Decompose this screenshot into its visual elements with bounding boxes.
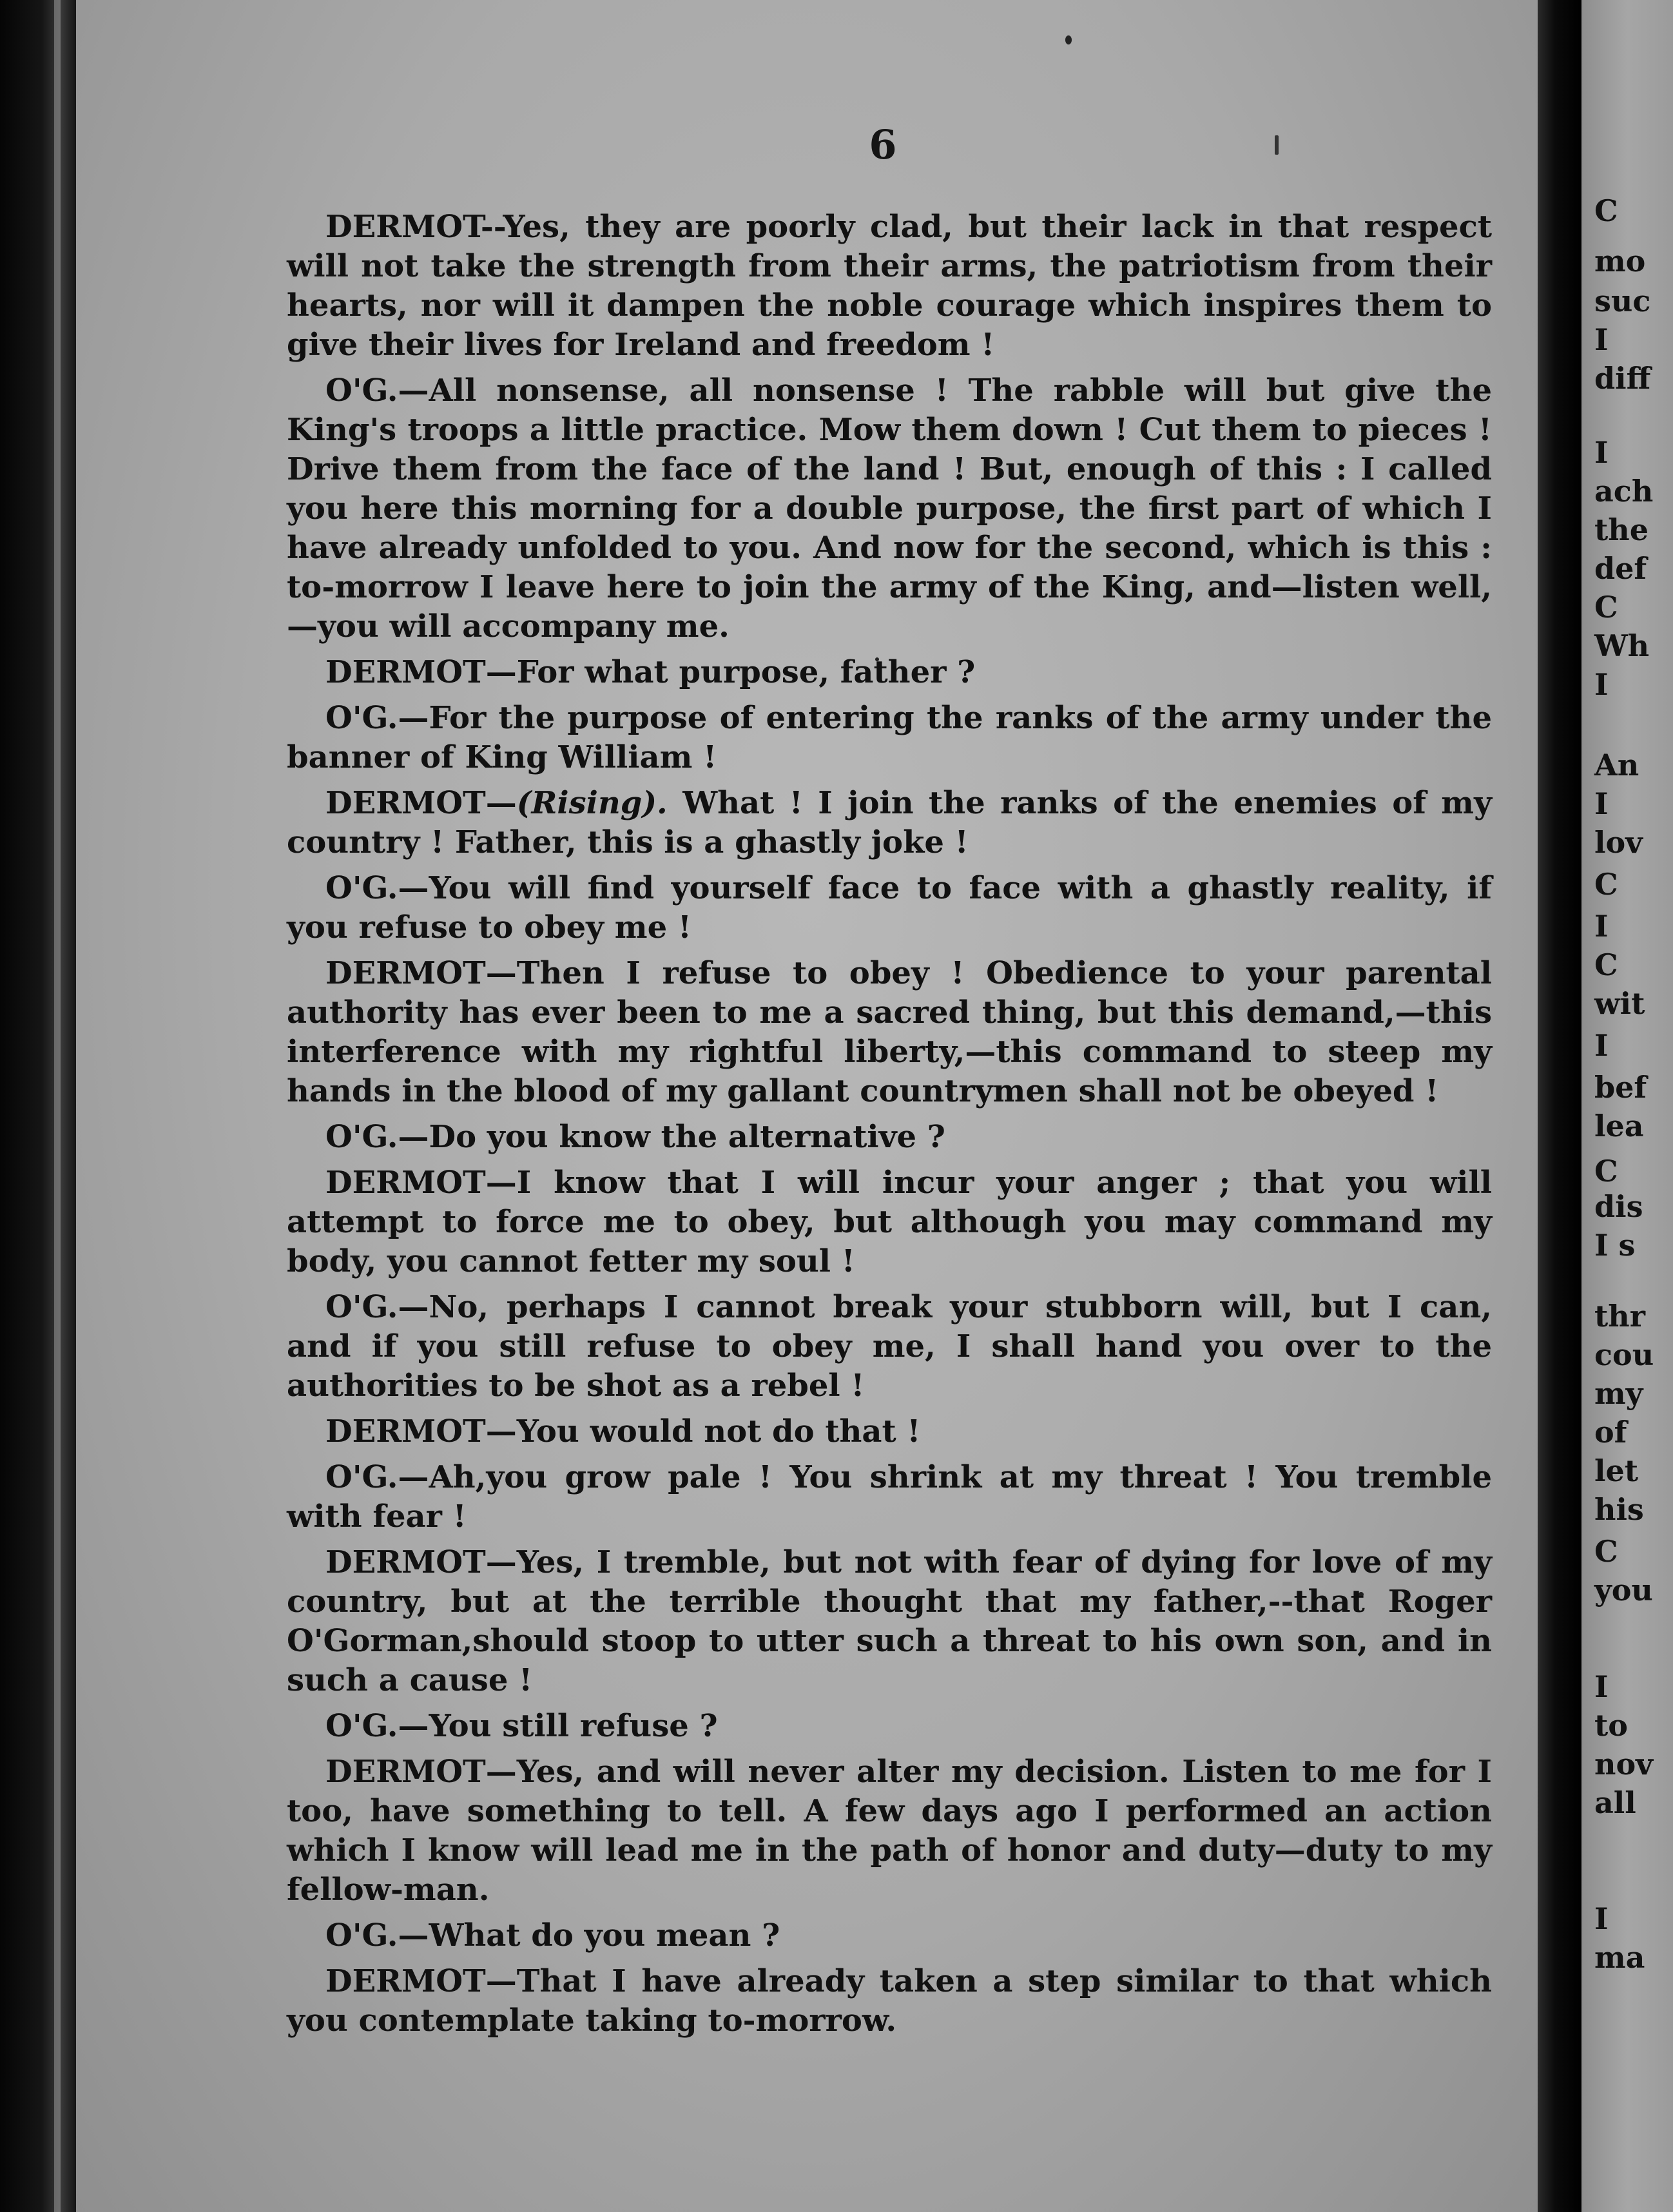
dialogue-text: Then I refuse to obey ! Obedience to your parental authority has ever been to me a sacred thing, but this demand,—this interference with my rightful liberty,—this command to steep my hands in the blood of my gallant countrymen shall not be obeyed !: [287, 955, 1492, 1109]
speaker-separator: —: [398, 1119, 429, 1155]
dialogue-text: For what purpose, father ?: [516, 654, 976, 690]
speaker-separator: —: [398, 1917, 429, 1954]
speaker-separator: —: [398, 700, 429, 736]
facing-page-fragment: you: [1594, 1573, 1653, 1607]
speaker-name: O'G.: [325, 1119, 398, 1155]
speaker-name: O'G.: [325, 1917, 398, 1954]
facing-page-fragment: my: [1594, 1376, 1643, 1411]
facing-page-fragment: let: [1594, 1453, 1638, 1488]
page-number: 6: [869, 121, 897, 168]
speaker-name: DERMOT: [325, 209, 481, 245]
dialogue-text: You still refuse ?: [429, 1708, 718, 1744]
facing-page-fragment: cou: [1594, 1337, 1654, 1372]
facing-page-fragment: def: [1594, 551, 1647, 586]
dialogue-line: [287, 869, 1492, 947]
scan-left-border: [0, 0, 76, 2212]
facing-page-fragment: I: [1594, 1669, 1609, 1704]
facing-page-fragment: diff: [1594, 361, 1651, 396]
facing-page-fragment: I: [1594, 322, 1609, 357]
facing-page-fragment: lea: [1594, 1109, 1644, 1143]
facing-page-edge: [1581, 0, 1673, 2212]
facing-page-fragment: I: [1594, 786, 1609, 821]
speaker-separator: —: [398, 1289, 429, 1325]
dialogue-text: That I have already taken a step similar to that which you contemplate taking to-morrow.: [287, 1963, 1492, 2039]
dialogue-line: [287, 784, 1492, 862]
dialogue-line: [287, 1752, 1492, 1910]
speaker-name: O'G.: [325, 1459, 398, 1495]
dialogue-text: I know that I will incur your anger ; that you will attempt to force me to obey, but although you may command my body, you cannot fetter my soul !: [287, 1165, 1492, 1279]
dialogue-line: [287, 954, 1492, 1111]
facing-page-fragment: his: [1594, 1492, 1644, 1527]
dialogue-line: [287, 1163, 1492, 1281]
facing-page-fragment: C: [1594, 1154, 1618, 1188]
facing-page-fragment: I: [1594, 435, 1609, 470]
scan-edge-line: [54, 0, 61, 2212]
speaker-separator: —: [398, 373, 429, 409]
facing-page-fragment: suc: [1594, 284, 1651, 318]
speaker-name: DERMOT: [325, 785, 486, 821]
facing-page-fragment: C: [1594, 867, 1618, 902]
speaker-separator: —: [485, 955, 517, 991]
play-dialogue-text: [287, 208, 1492, 2047]
dialogue-text: Yes, I tremble, but not with fear of dying for love of my country, but at the terrible thought that my father,--that Roger O'Gorman,should stoop to utter such a threat to his own son, and in such a cause !: [287, 1544, 1492, 1698]
speaker-separator: —: [485, 1544, 517, 1580]
book-gutter: [1538, 0, 1581, 2212]
speaker-name: DERMOT: [325, 654, 486, 690]
speaker-name: O'G.: [325, 373, 398, 409]
facing-page-fragment: I: [1594, 667, 1609, 702]
speaker-name: DERMOT: [325, 1963, 486, 1999]
facing-page-fragment: C: [1594, 947, 1618, 982]
facing-page-fragment: wit: [1594, 986, 1645, 1021]
dialogue-text: For the purpose of entering the ranks of the army under the banner of King William !: [287, 700, 1492, 775]
dialogue-line: [287, 1543, 1492, 1700]
speaker-name: O'G.: [325, 870, 398, 906]
facing-page-fragment: the: [1594, 512, 1649, 547]
dialogue-line: [287, 1118, 1492, 1157]
dialogue-text: Ah,you grow pale ! You shrink at my threat ! You tremble with fear !: [287, 1459, 1492, 1535]
dialogue-line: [287, 653, 1492, 692]
stage-direction: (Rising).: [516, 785, 668, 821]
speaker-separator: —: [485, 785, 517, 821]
facing-page-fragment: An: [1594, 748, 1639, 782]
speaker-name: O'G.: [325, 1289, 398, 1325]
dialogue-text: Yes, and will never alter my decision. Listen to me for I too, have something to tell. A few days ago I performed an action which I know will lead me in the path of honor and duty—duty to my fellow-man.: [287, 1754, 1492, 1908]
facing-page-fragment: lov: [1594, 825, 1643, 860]
speaker-separator: —: [485, 1754, 517, 1790]
facing-page-fragment: C: [1594, 590, 1618, 625]
speaker-name: DERMOT: [325, 1544, 486, 1580]
speaker-separator: —: [485, 1413, 517, 1450]
facing-page-fragment: ach: [1594, 474, 1654, 509]
facing-page-fragment: I: [1594, 1028, 1609, 1063]
speaker-separator: —: [398, 870, 429, 906]
facing-page-fragment: thr: [1594, 1299, 1645, 1334]
dialogue-line: [287, 371, 1492, 646]
dialogue-text: Do you know the alternative ?: [429, 1119, 945, 1155]
facing-page-fragment: C: [1594, 193, 1618, 228]
speaker-separator: —: [485, 1165, 517, 1201]
facing-page-fragment: ma: [1594, 1940, 1645, 1975]
dialogue-text: What do you mean ?: [429, 1917, 780, 1954]
speaker-name: DERMOT: [325, 1165, 486, 1201]
speaker-separator: —: [398, 1459, 429, 1495]
page-speck: [1065, 35, 1072, 44]
dialogue-line: [287, 699, 1492, 777]
speaker-separator: —: [485, 654, 517, 690]
speaker-separator: —: [398, 1708, 429, 1744]
facing-page-fragment: all: [1594, 1785, 1636, 1820]
speaker-name: DERMOT: [325, 955, 486, 991]
dialogue-text: What ! I join the ranks of the enemies of my country ! Father, this is a ghastly joke !: [287, 785, 1492, 860]
dialogue-line: [287, 1707, 1492, 1746]
facing-page-fragment: I: [1594, 909, 1609, 944]
speaker-name: DERMOT: [325, 1413, 486, 1450]
dialogue-text: No, perhaps I cannot break your stubborn will, but I can, and if you still refuse to obey me, I shall hand you over to the authorities to be shot as a rebel !: [287, 1289, 1492, 1404]
facing-page-fragment: bef: [1594, 1070, 1647, 1105]
page-speck: [1275, 135, 1279, 155]
speaker-name: DERMOT: [325, 1754, 486, 1790]
facing-page-fragment: I s: [1594, 1228, 1636, 1263]
dialogue-text: Yes, they are poorly clad, but their lack in that respect will not take the strength from their arms, the patriotism from their hearts, nor will it dampen the noble courage which inspires them to give their lives for Ireland and freedom !: [287, 209, 1492, 363]
facing-page-fragment: dis: [1594, 1189, 1643, 1224]
dialogue-line: [287, 1916, 1492, 1955]
facing-page-fragment: to: [1594, 1708, 1628, 1743]
speaker-separator: —: [485, 1963, 517, 1999]
facing-page-fragment: of: [1594, 1415, 1627, 1450]
dialogue-line: [287, 1288, 1492, 1406]
facing-page-fragment: Wh: [1594, 628, 1650, 663]
dialogue-line: [287, 1458, 1492, 1537]
dialogue-text: All nonsense, all nonsense ! The rabble will but give the King's troops a little practice. Mow them down ! Cut them to pieces ! Drive them from the face of the land ! But, enough of this : I called you here this morning for a double purpose, the first part of which I have already unfolded to you. And now for the second, which is this : to-morrow I leave here to join the army of the King, and—listen well,—you will accompany me.: [287, 373, 1492, 645]
facing-page-fragment: I: [1594, 1901, 1609, 1936]
dialogue-text: You will find yourself face to face with a ghastly reality, if you refuse to obey me !: [287, 870, 1492, 946]
speaker-name: O'G.: [325, 700, 398, 736]
dialogue-line: [287, 1962, 1492, 2041]
facing-page-fragment: C: [1594, 1534, 1618, 1569]
speaker-name: O'G.: [325, 1708, 398, 1744]
dialogue-text: You would not do that !: [516, 1413, 921, 1450]
facing-page-fragment: nov: [1594, 1747, 1653, 1781]
speaker-separator: --: [480, 209, 503, 245]
dialogue-line: [287, 208, 1492, 365]
facing-page-fragment: mo: [1594, 244, 1646, 278]
dialogue-line: [287, 1412, 1492, 1451]
